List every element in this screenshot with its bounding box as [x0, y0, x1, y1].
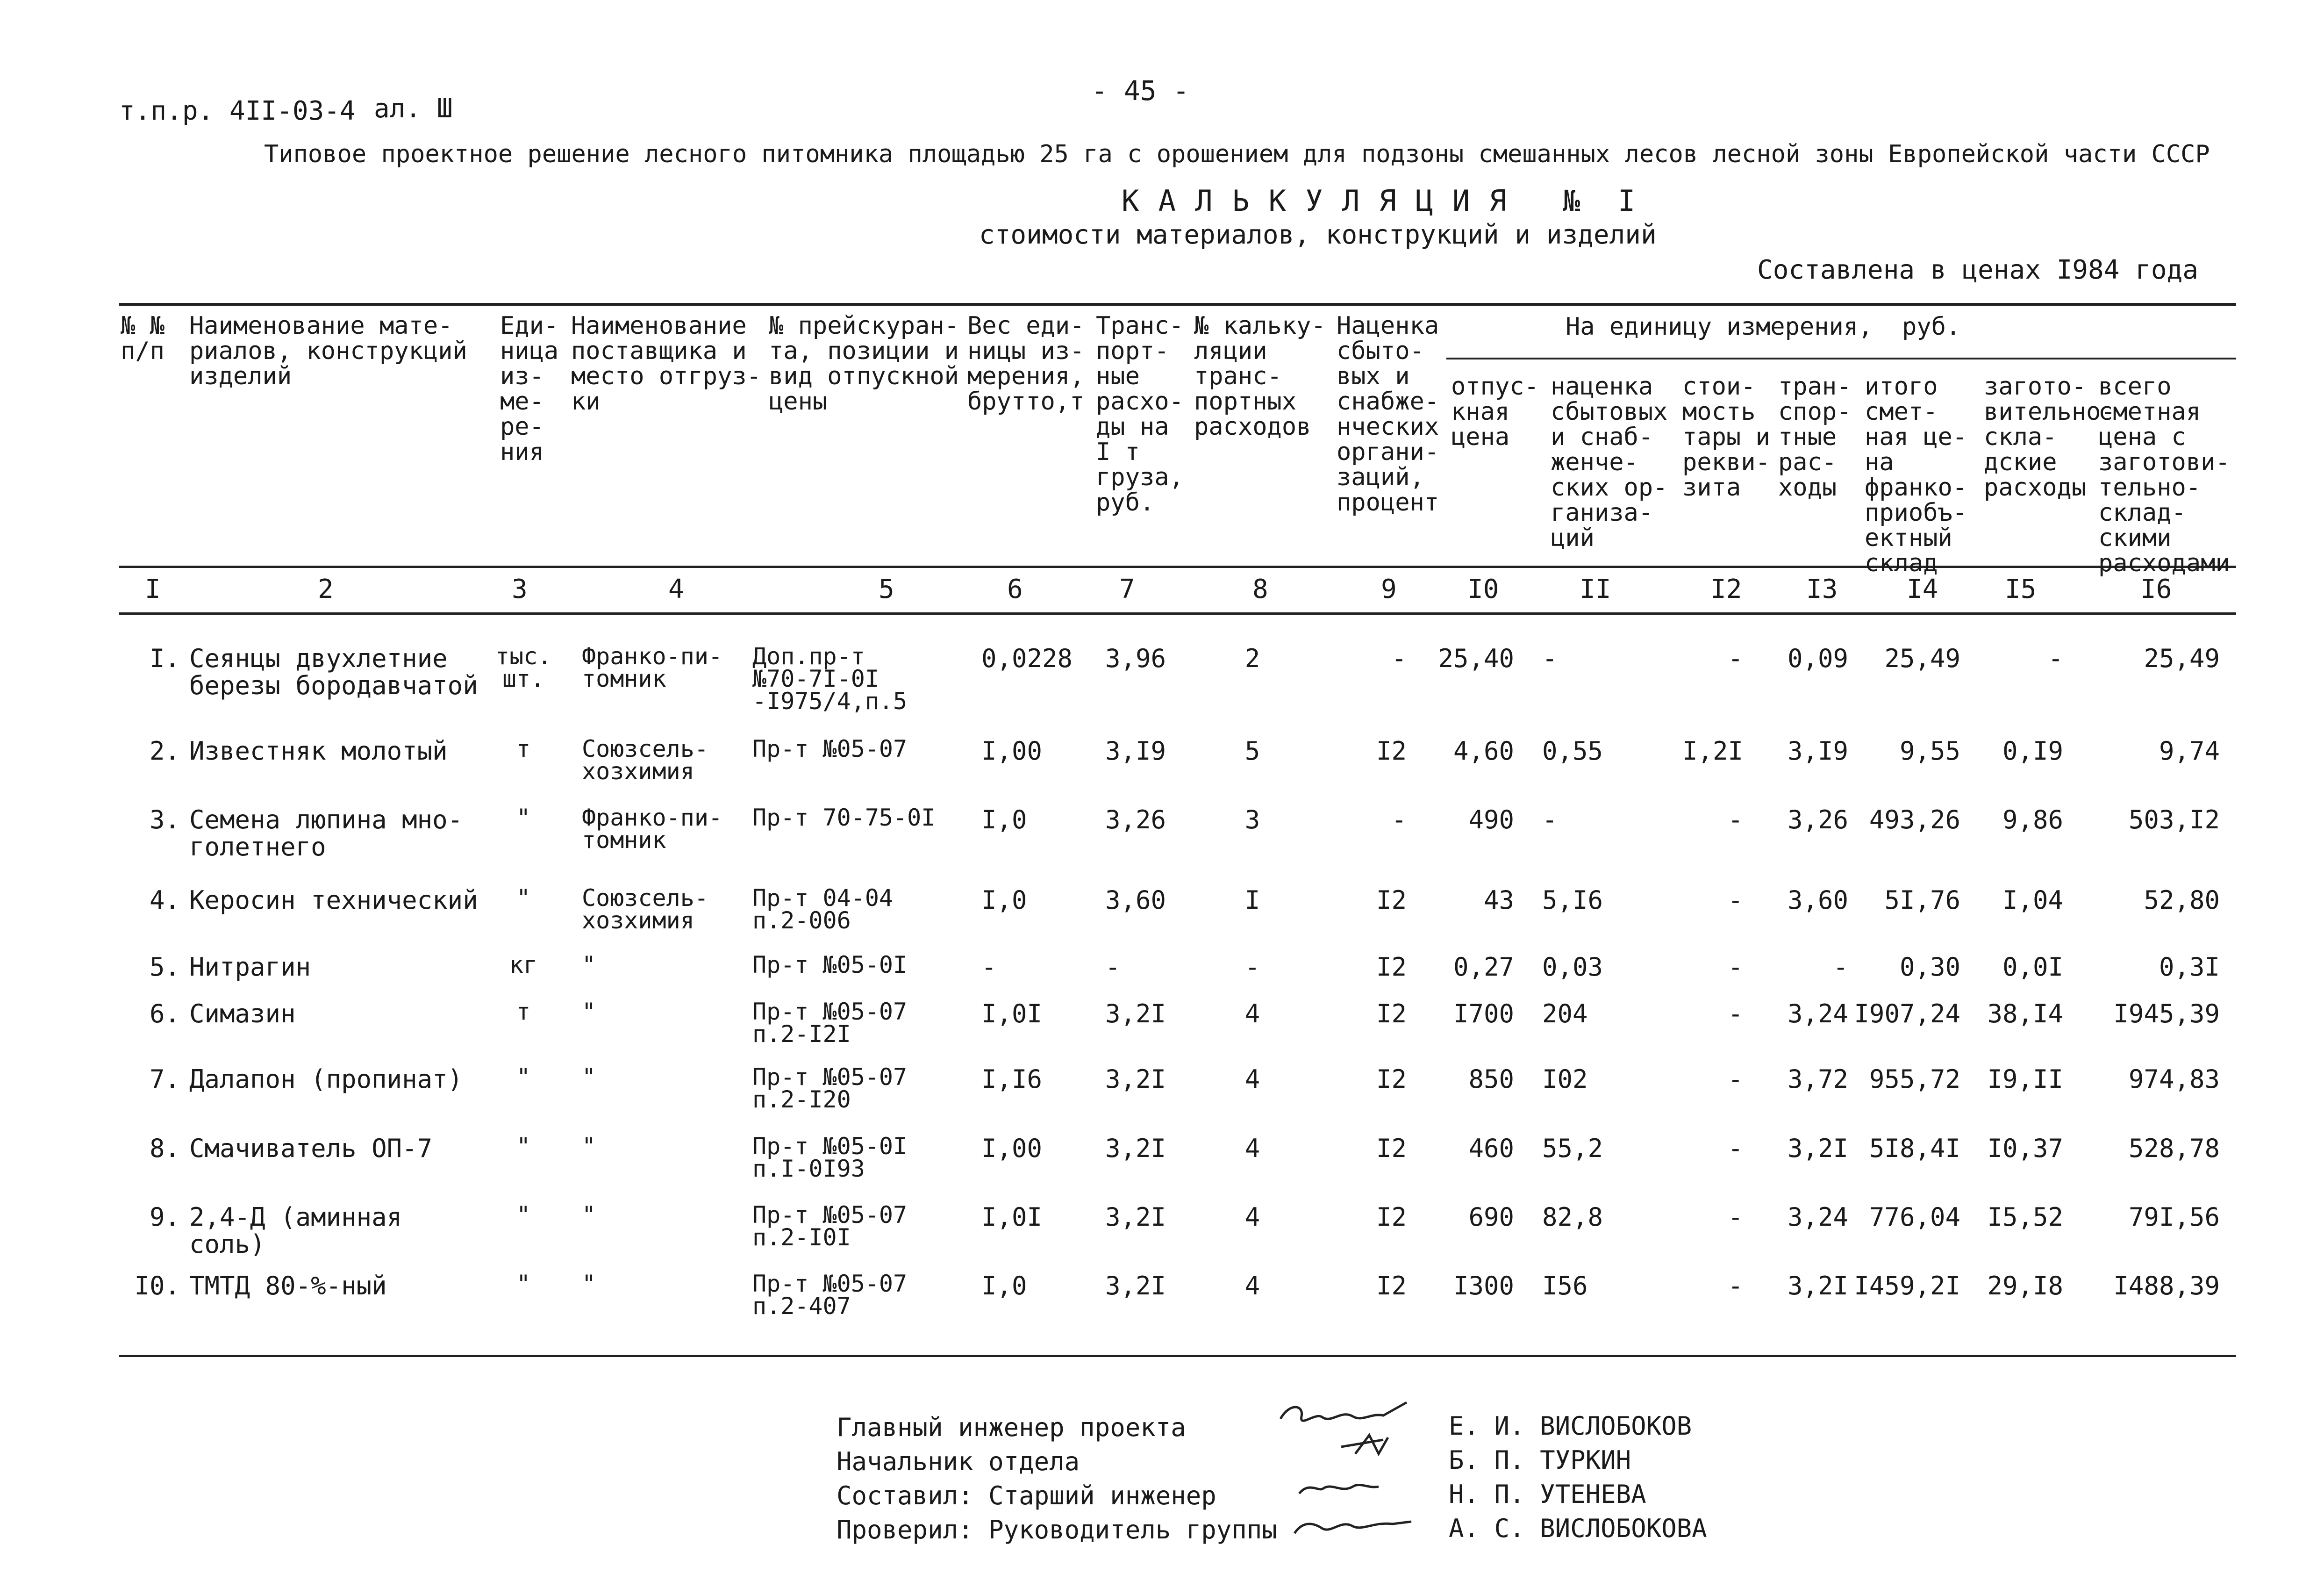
cell-price-list: Пр-т №05-07 п.2-407 — [752, 1270, 908, 1320]
cell-name: Известняк молотый — [189, 736, 448, 766]
handwritten-signature — [1271, 1384, 1449, 1552]
cell-n: 8. — [149, 1134, 180, 1163]
cell-grand-total: 974,83 — [2128, 1064, 2220, 1094]
cell-transport: 3,2I — [1105, 1271, 1166, 1300]
col-number: 5 — [879, 574, 894, 604]
cell-storage: I9,II — [1987, 1064, 2063, 1094]
cell-markup-pct: I2 — [1376, 736, 1407, 766]
cell-weight: I,0 — [981, 1271, 1027, 1300]
cell-markup-pct: I2 — [1376, 1271, 1407, 1300]
cell-trans-cost: 3,72 — [1787, 1064, 1848, 1094]
cell-n: 5. — [149, 952, 180, 982]
header-col-16: всего сметная цена с заготови- тельно- склад- скими расходами — [2098, 373, 2230, 577]
cell-markup-pct: - — [1391, 805, 1407, 834]
cell-release-price: 490 — [1468, 805, 1514, 834]
cell-grand-total: I945,39 — [2113, 999, 2220, 1028]
cell-supplier: " — [582, 998, 596, 1025]
cell-name: Симазин — [189, 999, 296, 1028]
cell-transport: 3,2I — [1105, 1134, 1166, 1163]
cell-transport: 3,2I — [1105, 1064, 1166, 1094]
cell-markup: 0,55 — [1542, 736, 1603, 766]
cell-markup-pct: I2 — [1376, 1202, 1407, 1232]
cell-weight: I,00 — [981, 1134, 1043, 1163]
cell-grand-total: 0,3I — [2159, 952, 2220, 982]
cell-n: I. — [149, 644, 180, 673]
cell-storage: - — [2048, 644, 2063, 673]
cell-trans-cost: 0,09 — [1787, 644, 1848, 673]
cell-total: 9,55 — [1899, 736, 1960, 766]
signature-name: Е. И. ВИСЛОБОКОВ — [1449, 1411, 1692, 1441]
header-col-1: № № п/п — [121, 312, 164, 365]
album-label: ал. Ш — [374, 93, 453, 124]
cell-markup: - — [1542, 805, 1558, 834]
cell-total: 776,04 — [1869, 1202, 1960, 1232]
cell-weight: I,0I — [981, 999, 1043, 1028]
cell-unit: тыс. шт. — [495, 643, 552, 692]
cell-release-price: 4,60 — [1453, 736, 1514, 766]
cell-supplier: Союзсель- хозхимия — [582, 884, 708, 934]
col-number: 6 — [1007, 574, 1023, 604]
col-number: 8 — [1252, 574, 1268, 604]
cell-storage: 29,I8 — [1987, 1271, 2063, 1300]
cell-markup-pct: I2 — [1376, 1064, 1407, 1094]
cell-release-price: 850 — [1468, 1064, 1514, 1094]
cell-calc-no: I — [1244, 885, 1260, 915]
col-number: I3 — [1806, 574, 1838, 604]
cell-supplier: " — [582, 1201, 596, 1229]
cell-supplier: " — [582, 1063, 596, 1091]
cell-release-price: 25,40 — [1438, 644, 1514, 673]
signature-role: Начальник отдела — [837, 1447, 1080, 1476]
cell-calc-no: 4 — [1244, 1271, 1260, 1300]
cell-release-price: 43 — [1483, 885, 1514, 915]
cell-unit: " — [516, 804, 531, 831]
cell-total: I907,24 — [1854, 999, 1960, 1028]
col-number: I6 — [2140, 574, 2172, 604]
header-col-6: Вес еди- ницы из- мерения, брутто,т — [967, 312, 1085, 416]
cell-supplier: " — [582, 951, 596, 978]
cell-tare: - — [1728, 999, 1743, 1028]
cell-trans-cost: 3,I9 — [1787, 736, 1848, 766]
cell-unit: " — [516, 1063, 531, 1091]
cell-markup-pct: I2 — [1376, 885, 1407, 915]
cell-trans-cost: 3,24 — [1787, 1202, 1848, 1232]
cell-transport: 3,96 — [1105, 644, 1166, 673]
cell-unit: " — [516, 1270, 531, 1297]
cell-weight: I,I6 — [981, 1064, 1043, 1094]
doc-ref: т.п.р. 4II-03-4 — [119, 96, 356, 126]
cell-storage: 9,86 — [2002, 805, 2063, 834]
cell-supplier: Франко-пи- томник — [582, 804, 723, 854]
cell-markup: I02 — [1542, 1064, 1588, 1094]
cell-markup-pct: I2 — [1376, 999, 1407, 1028]
cell-release-price: 0,27 — [1453, 952, 1514, 982]
table-bottom-rule — [119, 1355, 2236, 1357]
cell-trans-cost: 3,24 — [1787, 999, 1848, 1028]
document-subtitle: Типовое проектное решение лесного питомника площадью 25 га с орошением для подзоны смешанных лесов лесной зоны Европейской части СССР — [264, 140, 2210, 168]
col-number: 7 — [1119, 574, 1135, 604]
cell-n: I0. — [134, 1271, 180, 1300]
cell-price-list: Пр-т №05-07 п.2-I0I — [752, 1201, 908, 1251]
col-number: 9 — [1381, 574, 1397, 604]
cell-grand-total: 25,49 — [2144, 644, 2220, 673]
cell-n: 3. — [149, 805, 180, 834]
cell-unit: т — [516, 998, 531, 1025]
cell-transport: 3,2I — [1105, 1202, 1166, 1232]
cell-name: 2,4-Д (аминная соль) — [189, 1202, 402, 1259]
cell-grand-total: I488,39 — [2113, 1271, 2220, 1300]
header-col-4: Наименование поставщика и место отгруз- ки — [571, 312, 761, 416]
cell-markup-pct: - — [1391, 644, 1407, 673]
cell-n: 6. — [149, 999, 180, 1028]
cell-markup: I56 — [1542, 1271, 1588, 1300]
cell-supplier: Франко-пи- томник — [582, 643, 723, 692]
cell-calc-no: 4 — [1244, 1202, 1260, 1232]
cell-transport: 3,I9 — [1105, 736, 1166, 766]
cell-name: Керосин технический — [189, 885, 478, 915]
header-col-10: отпус- кная цена — [1451, 373, 1539, 451]
cell-tare: I,2I — [1682, 736, 1743, 766]
header-col-15: загото- вительно-скла- дские расходы — [1984, 373, 2116, 502]
cell-storage: 38,I4 — [1987, 999, 2063, 1028]
cell-trans-cost: 3,60 — [1787, 885, 1848, 915]
cell-markup-pct: I2 — [1376, 952, 1407, 982]
signature-role: Составил: Старший инженер — [837, 1481, 1216, 1510]
cell-calc-no: 4 — [1244, 1064, 1260, 1094]
cell-markup: 204 — [1542, 999, 1588, 1028]
cell-calc-no: 4 — [1244, 999, 1260, 1028]
cell-calc-no: 3 — [1244, 805, 1260, 834]
cell-release-price: 460 — [1468, 1134, 1514, 1163]
col-number: I4 — [1907, 574, 1938, 604]
cell-price-list: Пр-т №05-07 — [752, 735, 908, 762]
cell-total: 0,30 — [1899, 952, 1960, 982]
cell-grand-total: 503,I2 — [2128, 805, 2220, 834]
cell-total: 5I,76 — [1884, 885, 1960, 915]
cell-storage: I,04 — [2002, 885, 2063, 915]
cell-markup: 82,8 — [1542, 1202, 1603, 1232]
cell-markup: 0,03 — [1542, 952, 1603, 982]
cell-price-list: Пр-т 70-75-0I — [752, 804, 936, 831]
col-number: I2 — [1710, 574, 1742, 604]
header-col-7: Транс- порт- ные расхо- ды на I т груза, руб. — [1096, 312, 1184, 517]
cell-tare: - — [1728, 1064, 1743, 1094]
cell-weight: 0,0228 — [981, 644, 1073, 673]
cell-tare: - — [1728, 805, 1743, 834]
cell-grand-total: 9,74 — [2159, 736, 2220, 766]
cell-tare: - — [1728, 1271, 1743, 1300]
col-number: I0 — [1467, 574, 1499, 604]
cell-markup: 55,2 — [1542, 1134, 1603, 1163]
cell-supplier: " — [582, 1133, 596, 1160]
cell-markup: 5,I6 — [1542, 885, 1603, 915]
cell-total: 25,49 — [1884, 644, 1960, 673]
col-number: 4 — [668, 574, 684, 604]
cell-trans-cost: 3,2I — [1787, 1134, 1848, 1163]
cell-tare: - — [1728, 644, 1743, 673]
document-title-sub: стоимости материалов, конструкций и изделий — [979, 220, 1657, 250]
table-top-rule — [119, 303, 2236, 306]
cell-price-list: Пр-т №05-0I — [752, 951, 908, 978]
cell-name: Сеянцы двухлетние березы бородавчатой — [189, 644, 478, 700]
cell-name: Смачиватель ОП-7 — [189, 1134, 433, 1163]
header-col-5: № прейскуран- та, позиции и вид отпускной цены — [769, 312, 959, 416]
cell-calc-no: 2 — [1244, 644, 1260, 673]
cell-trans-cost: - — [1833, 952, 1848, 982]
page-number: - 45 - — [1091, 75, 1189, 107]
cell-storage: 0,I9 — [2002, 736, 2063, 766]
header-col-12: стои- мость тары и рекви- зита — [1682, 373, 1770, 502]
cell-grand-total: 528,78 — [2128, 1134, 2220, 1163]
cell-grand-total: 52,80 — [2144, 885, 2220, 915]
header-col-14: итого смет- ная це- на франко- приобъ- ектный склад — [1865, 373, 1967, 577]
col-number: 2 — [318, 574, 334, 604]
signature-role: Проверил: Руководитель группы — [837, 1515, 1277, 1545]
cell-n: 4. — [149, 885, 180, 915]
cell-tare: - — [1728, 885, 1743, 915]
cell-total: 493,26 — [1869, 805, 1960, 834]
cell-calc-no: 5 — [1244, 736, 1260, 766]
cell-total: I459,2I — [1854, 1271, 1960, 1300]
cell-name: Нитрагин — [189, 952, 311, 982]
header-col-3: Еди- ница из- ме- ре- ния — [500, 312, 559, 466]
col-number: I5 — [2005, 574, 2037, 604]
group-header: На единицу измерения, руб. — [1566, 313, 1961, 341]
cell-supplier: Союзсель- хозхимия — [582, 735, 708, 785]
cell-markup-pct: I2 — [1376, 1134, 1407, 1163]
cell-transport: 3,60 — [1105, 885, 1166, 915]
cell-grand-total: 79I,56 — [2128, 1202, 2220, 1232]
cell-release-price: I300 — [1453, 1271, 1514, 1300]
cell-price-list: Пр-т №05-0I п.I-0I93 — [752, 1133, 908, 1182]
cell-transport: 3,2I — [1105, 999, 1166, 1028]
col-number: II — [1580, 574, 1611, 604]
header-col-9: Наценка сбыто- вых и снабже- нческих органи- заций, процент — [1337, 312, 1439, 517]
cell-name: Семена люпина мно- голетнего — [189, 805, 463, 862]
header-col-13: тран- спор- тные рас- ходы — [1778, 373, 1852, 502]
cell-total: 5I8,4I — [1869, 1134, 1960, 1163]
price-note: Составлена в ценах I984 года — [1757, 255, 2199, 285]
cell-tare: - — [1728, 1202, 1743, 1232]
cell-total: 955,72 — [1869, 1064, 1960, 1094]
cell-n: 2. — [149, 736, 180, 766]
cell-price-list: Пр-т 04-04 п.2-006 — [752, 884, 894, 934]
group-header-rule — [1446, 358, 2236, 359]
colnum-bottom-rule — [119, 612, 2236, 615]
col-number: 3 — [512, 574, 528, 604]
cell-storage: I5,52 — [1987, 1202, 2063, 1232]
signature-name: Б. П. ТУРКИН — [1449, 1445, 1631, 1475]
cell-weight: - — [981, 952, 997, 982]
cell-supplier: " — [582, 1270, 596, 1297]
cell-trans-cost: 3,26 — [1787, 805, 1848, 834]
cell-unit: т — [516, 735, 531, 762]
cell-n: 9. — [149, 1202, 180, 1232]
document-title: К А Л Ь К У Л Я Ц И Я № I — [1122, 184, 1637, 218]
cell-tare: - — [1728, 952, 1743, 982]
cell-n: 7. — [149, 1064, 180, 1094]
header-col-2: Наименование мате- риалов, конструкций изделий — [189, 312, 467, 390]
cell-storage: I0,37 — [1987, 1134, 2063, 1163]
cell-calc-no: - — [1244, 952, 1260, 982]
cell-release-price: 690 — [1468, 1202, 1514, 1232]
cell-tare: - — [1728, 1134, 1743, 1163]
cell-price-list: Доп.пр-т №70-7I-0I -I975/4,п.5 — [752, 643, 908, 715]
signature-name: А. С. ВИСЛОБОКОВА — [1449, 1514, 1707, 1543]
cell-weight: I,0I — [981, 1202, 1043, 1232]
cell-unit: " — [516, 1133, 531, 1160]
signature-role: Главный инженер проекта — [837, 1413, 1186, 1442]
col-number: I — [145, 574, 161, 604]
cell-name: ТМТД 80-%-ный — [189, 1271, 387, 1300]
cell-weight: I,0 — [981, 885, 1027, 915]
signature-name: Н. П. УТЕНЕВА — [1449, 1480, 1646, 1509]
cell-release-price: I700 — [1453, 999, 1514, 1028]
header-col-11: наценка сбытовых и снаб- женче- ских ор- ганиза- ций — [1551, 373, 1668, 552]
cell-trans-cost: 3,2I — [1787, 1271, 1848, 1300]
cell-price-list: Пр-т №05-07 п.2-I20 — [752, 1063, 908, 1113]
cell-storage: 0,0I — [2002, 952, 2063, 982]
cell-unit: " — [516, 884, 531, 912]
cell-weight: I,0 — [981, 805, 1027, 834]
cell-weight: I,00 — [981, 736, 1043, 766]
cell-transport: 3,26 — [1105, 805, 1166, 834]
cell-price-list: Пр-т №05-07 п.2-I2I — [752, 998, 908, 1048]
cell-unit: " — [516, 1201, 531, 1229]
cell-name: Далапон (пропинат) — [189, 1064, 463, 1094]
cell-markup: - — [1542, 644, 1558, 673]
cell-calc-no: 4 — [1244, 1134, 1260, 1163]
header-col-8: № кальку- ляции транс- портных расходов — [1194, 312, 1326, 441]
cell-transport: - — [1105, 952, 1121, 982]
cell-unit: кг — [509, 951, 538, 978]
